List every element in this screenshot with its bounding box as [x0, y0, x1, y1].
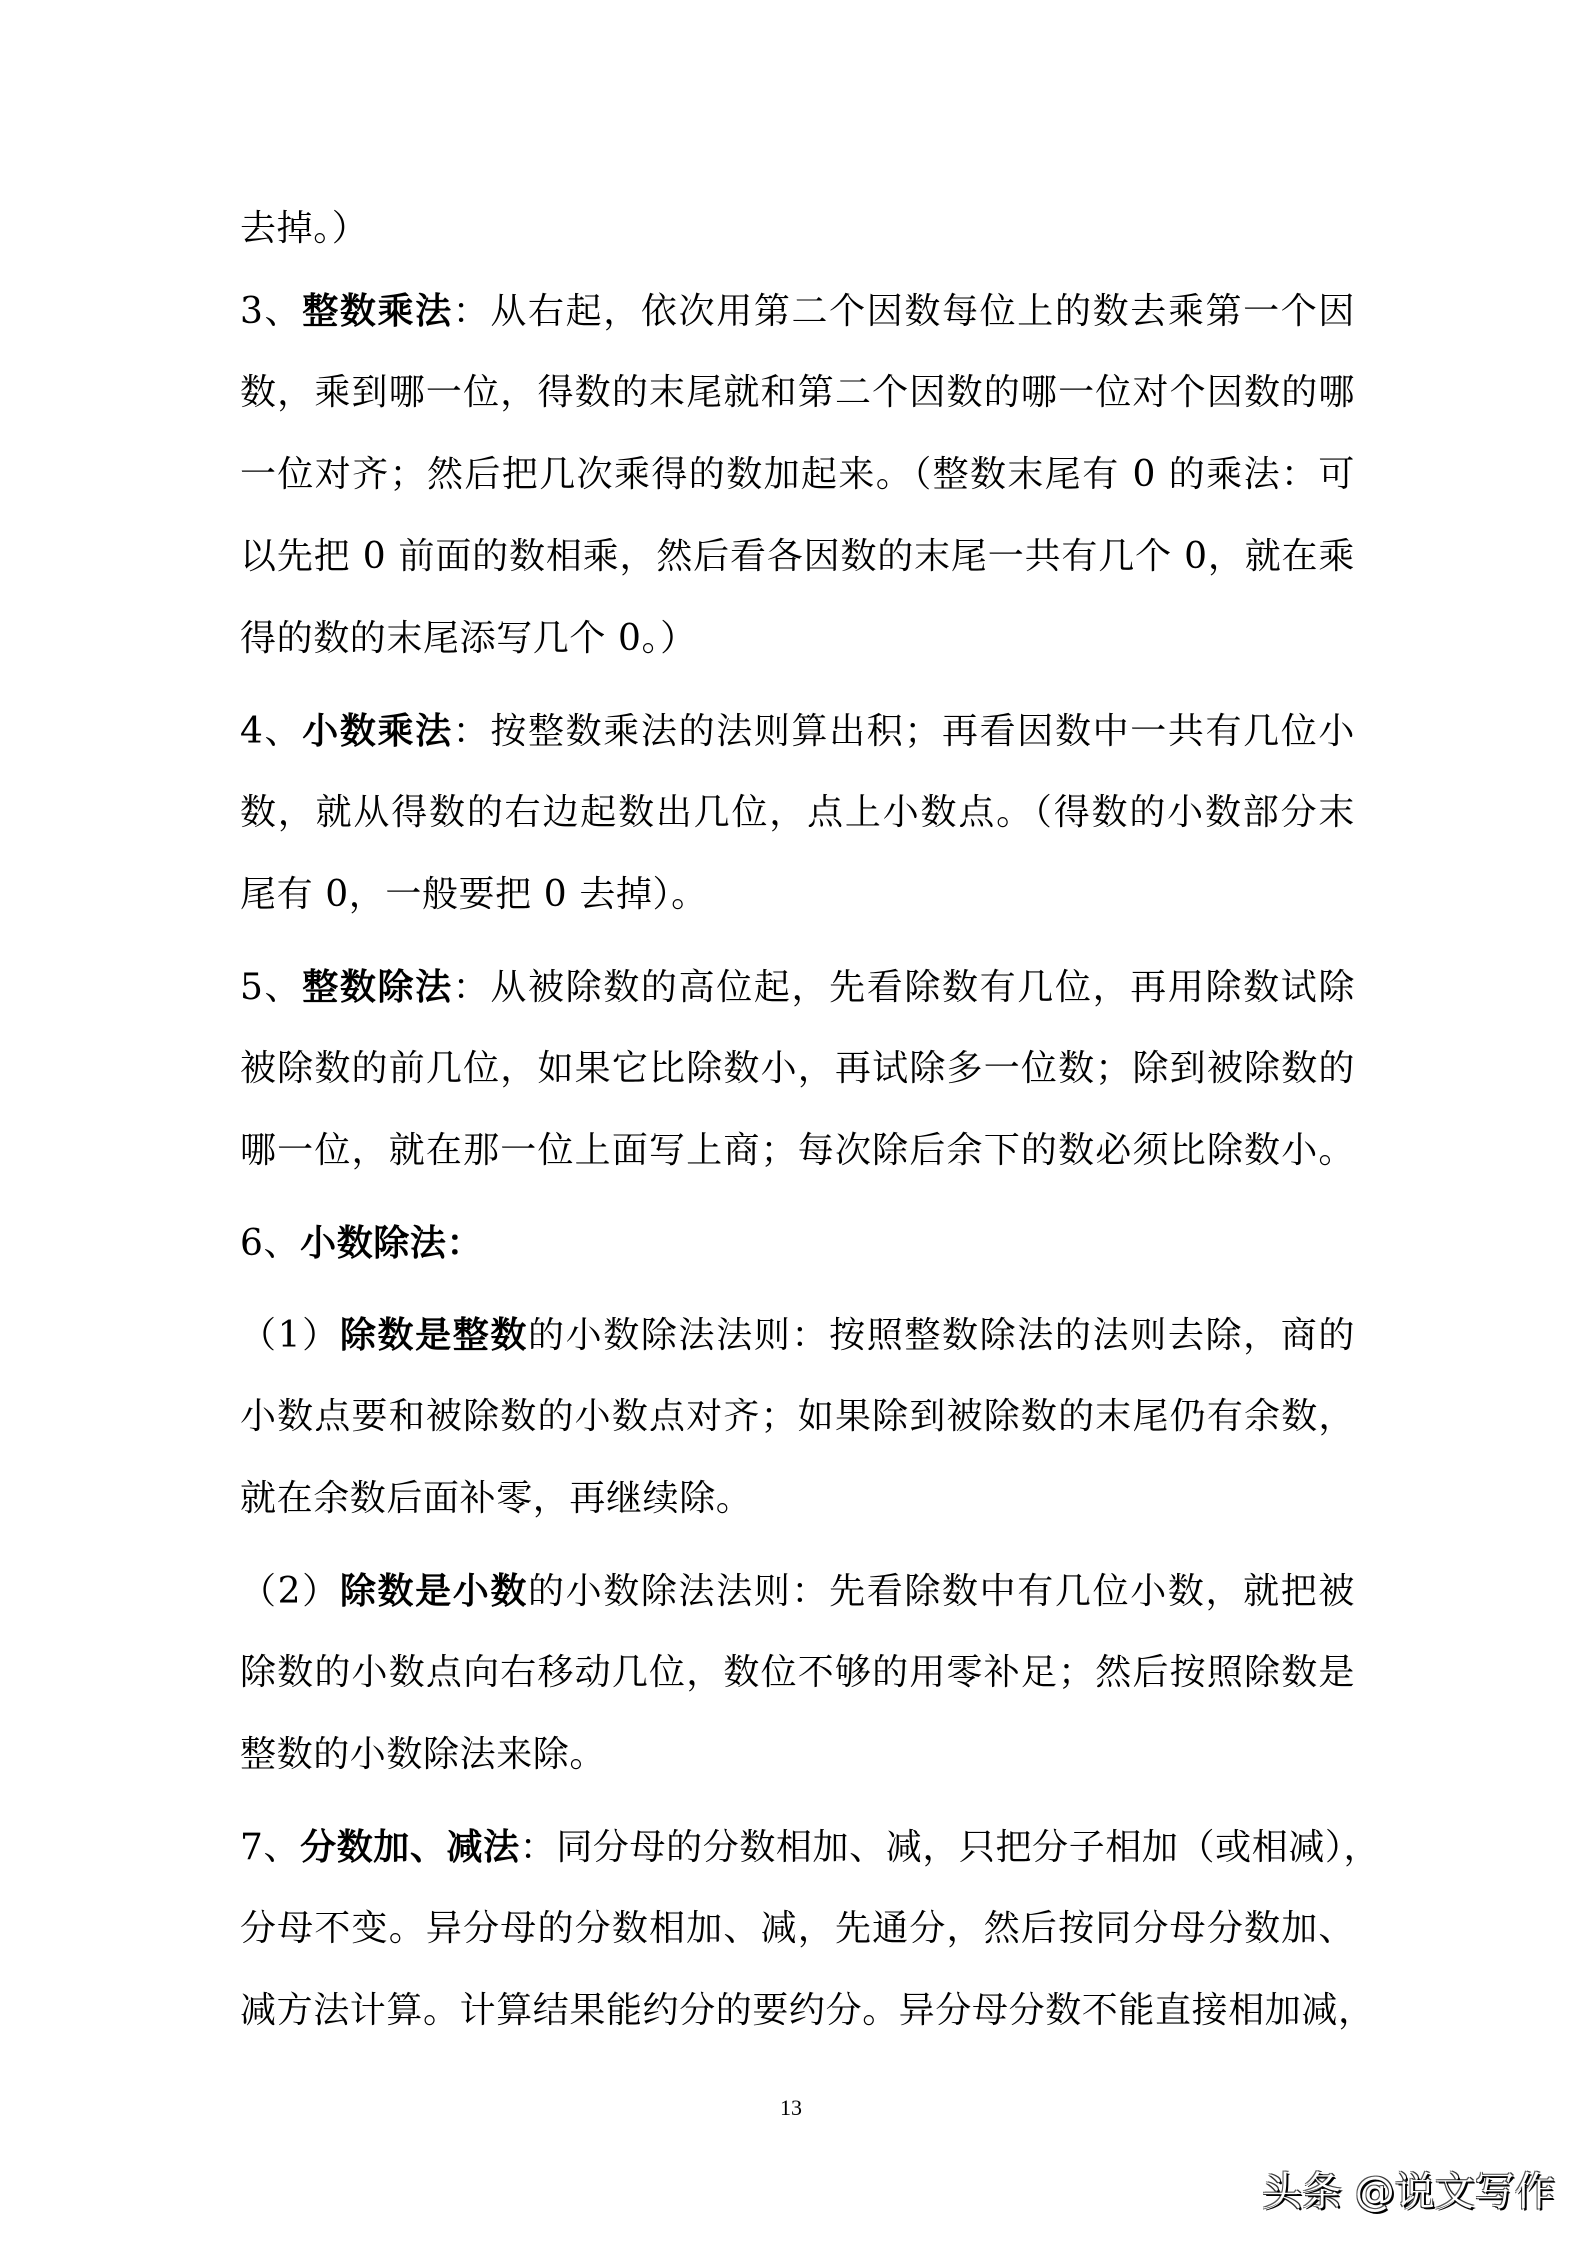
- body-text: 7、: [240, 1827, 301, 1868]
- watermark: 头条 @说文写作: [1262, 2169, 1555, 2215]
- text-line: [240, 598, 697, 680]
- body-text: 得的数的末尾添写几个 0。）: [240, 618, 697, 659]
- text-line: [240, 1028, 1355, 1110]
- body-text: 整数的小数除法来除。: [240, 1734, 607, 1775]
- body-text: 尾有 0，一般要把 0 去掉）。: [240, 874, 708, 915]
- text-line: [240, 854, 708, 936]
- bold-heading-text: 小数乘法: [302, 710, 453, 752]
- text-line: [240, 690, 1355, 772]
- bold-heading-text: 小数除法：: [300, 1222, 484, 1264]
- text-line: [240, 772, 1355, 854]
- body-text: 被除数的前几位，如果它比除数小，再试除多一位数；除到被除数的: [240, 1048, 1355, 1089]
- text-line: [240, 1376, 1355, 1458]
- body-text: 3、: [240, 291, 303, 332]
- body-text: 哪一位，就在那一位上面写上商；每次除后余下的数必须比除数小。: [240, 1130, 1355, 1171]
- body-text: ：从被除数的高位起，先看除数有几位，再用除数试除: [452, 967, 1356, 1008]
- body-text: 4、: [240, 711, 303, 752]
- text-line: [240, 1632, 1355, 1714]
- text-line: [240, 1714, 606, 1796]
- text-line: [240, 188, 368, 270]
- text-line: [240, 1806, 1381, 1888]
- body-text: 除数的小数点向右移动几位，数位不够的用零补足；然后按照除数是: [240, 1652, 1355, 1693]
- body-text: 小数点要和被除数的小数点对齐；如果除到被除数的末尾仍有余数，: [240, 1396, 1355, 1437]
- page-number: 13: [780, 2095, 802, 2120]
- body-text: 的小数除法法则：按照整数除法的法则去除，商的: [528, 1315, 1355, 1356]
- text-line: [240, 946, 1355, 1028]
- body-text: 去掉。）: [240, 208, 369, 249]
- text-line: [240, 516, 1355, 598]
- bold-heading-text: 除数是整数: [339, 1314, 529, 1356]
- bold-heading-text: 除数是小数: [339, 1570, 529, 1612]
- body-text: 的小数除法法则：先看除数中有几位小数，就把被: [528, 1571, 1355, 1612]
- body-text: ：按整数乘法的法则算出积；再看因数中一共有几位小: [452, 711, 1356, 752]
- bold-heading-text: 整数除法: [302, 966, 453, 1008]
- text-line: [240, 1458, 752, 1540]
- text-line: [240, 270, 1355, 352]
- text-line: [240, 1970, 1375, 2052]
- body-text: 数，就从得数的右边起数出几位，点上小数点。（得数的小数部分末: [240, 792, 1355, 833]
- bold-heading-text: 整数乘法: [302, 290, 453, 332]
- body-text: 分母不变。异分母的分数相加、减，先通分，然后按同分母分数加、: [240, 1908, 1355, 1949]
- bold-heading-text: 分数加、减法: [300, 1826, 520, 1868]
- text-line: [240, 1110, 1355, 1192]
- body-text: ：同分母的分数相加、减，只把分子相加（或相减），: [519, 1827, 1381, 1868]
- body-text: 数，乘到哪一位，得数的末尾就和第二个因数的哪一位对个因数的哪: [240, 372, 1355, 413]
- body-text: 5、: [240, 967, 303, 1008]
- body-text: 以先把 0 前面的数相乘，然后看各因数的末尾一共有几个 0，就在乘: [240, 536, 1355, 577]
- text-line: [240, 434, 1355, 516]
- text-line: [240, 1550, 1355, 1632]
- body-text: （1）: [240, 1315, 340, 1356]
- text-line: [240, 1888, 1355, 1970]
- text-line: [240, 352, 1355, 434]
- text-line: [240, 1202, 483, 1284]
- text-line: [240, 1294, 1355, 1376]
- body-text: 6、: [240, 1223, 301, 1264]
- body-text: 减方法计算。计算结果能约分的要约分。异分母分数不能直接相加减，: [240, 1990, 1375, 2031]
- body-text: （2）: [240, 1571, 340, 1612]
- body-text: ：从右起，依次用第二个因数每位上的数去乘第一个因: [452, 291, 1356, 332]
- body-text: 就在余数后面补零，再继续除。: [240, 1478, 753, 1519]
- body-text: 一位对齐；然后把几次乘得的数加起来。（整数末尾有 0 的乘法：可: [240, 454, 1355, 495]
